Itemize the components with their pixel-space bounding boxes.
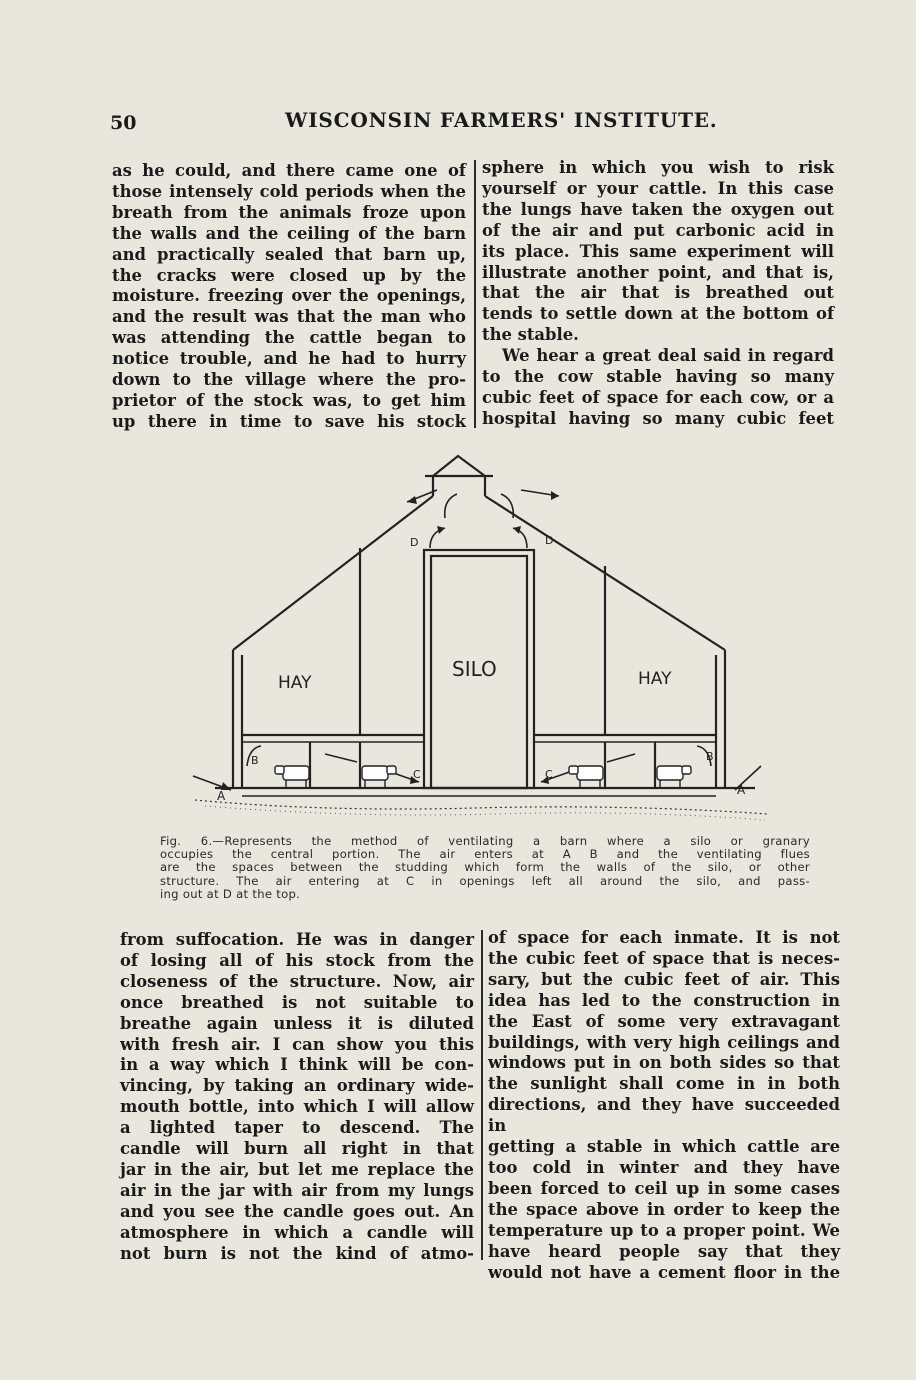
text-line: in a way which I think will be con- [120,1055,474,1075]
text-line: to the cow stable having so many [482,367,834,387]
airflow-arrows [193,490,761,790]
text-line: buildings, with very high ceilings and [488,1032,840,1052]
label-d-right: D [545,534,554,547]
text-line: was attending the cattle began to [112,328,466,348]
text-line: up there in time to save his stock [112,411,466,431]
text-line: moisture. freezing over the openings, [112,286,466,306]
text-line: windows put in on both sides so that [488,1053,840,1073]
arrow-heads [221,491,559,790]
text-line: of space for each inmate. It is not [488,928,840,947]
text-line: the space above in order to keep the [488,1199,840,1219]
cow-icon [275,766,309,788]
top-left-column [112,161,466,433]
text-line: been forced to ceil up in some cases [488,1178,840,1198]
text-line: the stable. [482,325,579,345]
text-line: directions, and they have succeeded in [488,1095,840,1136]
text-line: sary, but the cubic feet of air. This [488,969,840,989]
arrow-head [407,496,417,504]
running-title: WISCONSIN FARMERS' INSTITUTE. [285,108,718,132]
column-rule-top [474,160,476,428]
label-a-right: A [737,783,746,797]
text-line: breath from the animals froze upon [112,202,466,222]
text-line: mouth bottle, into which I will allow [120,1097,474,1117]
arrow-flue-left [445,494,457,518]
text-line: tends to settle down at the bottom of [482,304,834,324]
page-number: 50 [110,112,137,134]
text-line: breathe again unless it is diluted [120,1013,474,1033]
text-line: once breathed is not suitable to [120,992,474,1012]
text-line: sphere in which you wish to risk [482,158,834,177]
text-line: a lighted taper to descend. The [120,1118,474,1138]
label-hay-left: HAY [278,673,312,693]
text-line: not burn is not the kind of atmo- [120,1243,474,1263]
caption-line: ing out at D at the top. [160,886,301,901]
top-right-column [482,158,834,430]
text-line: closeness of the structure. Now, air [120,971,474,991]
arrow-head [437,526,445,534]
text-line: idea has led to the construction in [488,990,840,1010]
label-b-left: B [251,754,259,767]
label-b-right: B [706,750,714,763]
text-line: the cracks were closed up by the [112,265,466,285]
text-line: too cold in winter and they have [488,1157,840,1177]
text-line: illustrate another point, and that is, [482,262,834,282]
text-line: getting a stable in which cattle are [488,1137,840,1157]
arrow-stall-right [607,754,635,762]
figure-caption [160,835,810,901]
arrow-flue-right [501,494,513,518]
text-line: the East of some very extravagant [488,1011,840,1031]
text-line: from suffocation. He was in danger [120,930,474,949]
text-line: and you see the candle goes out. An [120,1201,474,1221]
text-line: the cubic feet of space that is neces- [488,948,840,968]
text-line: as he could, and there came one of [112,161,466,180]
text-line: the lungs have taken the oxygen out [482,199,834,219]
text-line: candle will burn all right in that [120,1139,474,1159]
text-line: and practically sealed that barn up, [112,244,466,264]
text-line: jar in the air, but let me replace the [120,1159,474,1179]
arrow-head [513,526,521,534]
label-d-left: D [410,536,419,549]
caption-line: Fig. 6.—Represents the method of ventilating a barn where a silo or granary [160,834,810,848]
text-line: would not have a cement floor in the [488,1262,840,1282]
text-line: the sunlight shall come in in both [488,1074,840,1094]
text-line: of losing all of his stock from the [120,950,474,970]
text-line: have heard people say that they [488,1241,840,1261]
text-line: vincing, by taking an ordinary wide- [120,1076,474,1096]
text-line: atmosphere in which a candle will [120,1222,474,1242]
text-line: those intensely cold periods when the [112,181,466,201]
text-line: air in the jar with air from my lungs [120,1180,474,1200]
ground-line [195,800,767,814]
arrow-d-left [430,528,445,548]
text-line: that the air that is breathed out [482,283,834,303]
text-line: cubic feet of space for each cow, or a [482,387,834,407]
text-line: yourself or your cattle. In this case [482,178,834,198]
arrow-head [551,491,559,500]
text-line: down to the village where the pro- [112,370,466,390]
label-a-left: A [217,789,226,803]
cow-icon [362,766,396,788]
arrow-d-right [513,528,527,548]
bottom-left-column [120,930,474,1265]
caption-line: occupies the central portion. The air enters at A B and the ventilating flues [160,847,810,862]
label-hay-right: HAY [638,669,672,689]
text-line: hospital having so many cubic feet [482,408,834,428]
caption-line: structure. The air entering at C in openings left all around the silo, and pass- [160,873,810,888]
text-line: notice trouble, and he had to hurry [112,349,466,369]
label-silo: SILO [452,657,497,681]
cow-icon [657,766,691,788]
column-rule-bottom [481,930,483,1260]
text-line: and the result was that the man who [112,307,466,327]
cow-icon [569,766,603,788]
label-c-right: C [545,768,553,781]
barn-ventilation-figure [175,448,775,836]
arrow-stall-left [325,754,357,762]
text-line: its place. This same experiment will [482,241,834,261]
cattle [275,766,691,788]
text-line: temperature up to a proper point. We [488,1220,840,1240]
roof-left [233,496,433,650]
text-line: prietor of the stock was, to get him [112,390,466,410]
label-c-left: C [413,768,421,781]
text-line: with fresh air. I can show you this [120,1034,474,1054]
text-line: of the air and put carbonic acid in [482,220,834,240]
caption-line: are the spaces between the studding which form the walls of the silo, or other [160,860,810,875]
bottom-right-column [488,928,840,1283]
text-line: the walls and the ceiling of the barn [112,223,466,243]
text-line: We hear a great deal said in regard [502,346,834,366]
